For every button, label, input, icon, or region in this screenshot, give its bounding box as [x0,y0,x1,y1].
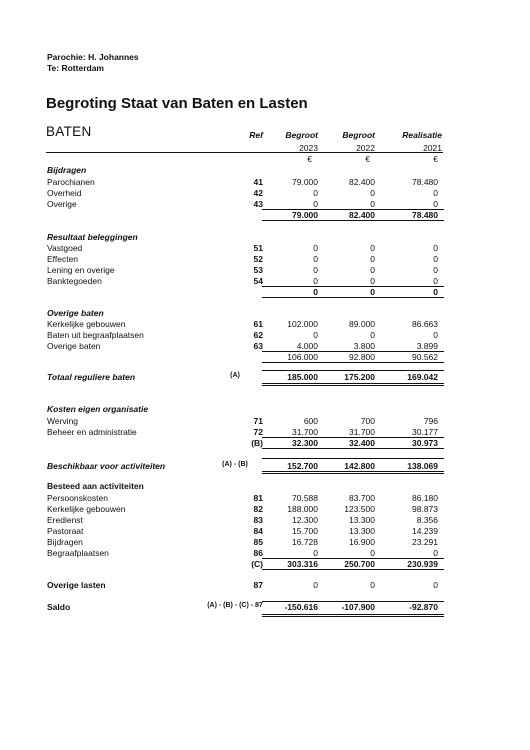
row-ref: 41 [253,177,263,187]
row-ref: (C) [251,559,263,569]
row-label: Kerkelijke gebouwen [47,319,126,329]
year-2021: 2021 [423,143,442,153]
realisation-value: -92.870 [409,602,438,612]
total-rule [262,601,444,602]
row-label: Parochianen [47,177,95,187]
row-label: Begraafplaatsen [47,548,109,558]
row-ref: 62 [253,330,263,340]
table-row [0,188,530,199]
total-rule [262,614,444,617]
total-rule [262,558,444,559]
budget-2023-value: 102.000 [287,319,318,329]
table-row [0,319,530,330]
budget-2022-value: 0 [370,276,375,286]
budget-2023-value: 0 [313,287,318,297]
budget-2022-value: 700 [360,416,375,426]
realisation-value: 86.180 [412,493,438,503]
row-formula: (A) - (B) - (C) - 87 [207,602,263,609]
year-2022: 2022 [356,143,375,153]
row-label: Totaal reguliere baten [47,372,136,382]
table-row [0,580,530,591]
row-label: Beheer en administratie [47,427,137,437]
table-row [0,602,530,613]
row-ref: 72 [253,427,263,437]
budget-2023-value: 600 [303,416,318,426]
row-ref: 83 [253,515,263,525]
budget-2022-header: Begroot [342,130,375,140]
total-rule [262,569,444,570]
realisation-value: 86.663 [412,319,438,329]
budget-2023-value: 0 [313,188,318,198]
row-label: Overige lasten [47,580,106,590]
table-row [0,308,530,319]
budget-2023-value: -150.616 [284,602,318,612]
budget-2023-value: 79.000 [292,210,318,220]
budget-2023-value: 303.316 [287,559,318,569]
row-ref: (B) [251,438,263,448]
row-label: Baten uit begraafplaatsen [47,330,144,340]
budget-2023-value: 0 [313,276,318,286]
row-label: Beschikbaar voor activiteiten [47,461,166,471]
table-row [0,504,530,515]
budget-2022-value: 89.000 [349,319,375,329]
total-rule [262,351,444,352]
budget-2022-value: 0 [370,580,375,590]
table-row [0,372,530,383]
realisation-value: 230.939 [407,559,438,569]
budget-2022-value: 0 [370,548,375,558]
budget-2022-value: 0 [370,287,375,297]
row-label: Kerkelijke gebouwen [47,504,126,514]
row-formula: (A) [230,372,240,379]
budget-2022-value: 175.200 [344,372,375,382]
budget-2023-value: 70.588 [292,493,318,503]
total-rule [262,458,444,459]
realisation-value: 796 [423,416,438,426]
realisation-value: 78.480 [412,210,438,220]
realisation-value: 23.291 [412,537,438,547]
row-formula: (A) - (B) [222,461,248,468]
total-rule [262,362,444,363]
budget-2023-value: 32.300 [292,438,318,448]
budget-2023-value: 152.700 [287,461,318,471]
year-2023: 2023 [299,143,318,153]
budget-2022-value: 82.400 [349,210,375,220]
table-row [0,232,530,243]
realisation-value: 8.356 [416,515,438,525]
budget-2023-value: 31.700 [292,427,318,437]
budget-2022-value: 82.400 [349,177,375,187]
budget-2023-value: 4.000 [296,341,318,351]
currency-symbol: € [433,154,438,164]
row-ref: 54 [253,276,263,286]
total-rule [262,471,444,474]
budget-2023-value: 0 [313,580,318,590]
budget-2022-value: 32.400 [349,438,375,448]
table-row [0,177,530,188]
row-ref: 52 [253,254,263,264]
parish-location: Te: Rotterdam [47,63,104,73]
budget-2022-value: 3.800 [353,341,375,351]
row-ref: 82 [253,504,263,514]
realisation-header: Realisatie [402,130,442,140]
realisation-value: 0 [433,254,438,264]
budget-2022-value: 83.700 [349,493,375,503]
budget-2023-value: 0 [313,199,318,209]
row-ref: 51 [253,243,263,253]
row-label: Overheid [47,188,82,198]
table-row [0,265,530,276]
budget-2022-value: 13.300 [349,526,375,536]
row-ref: 86 [253,548,263,558]
realisation-value: 0 [433,580,438,590]
table-row [0,537,530,548]
row-ref: 53 [253,265,263,275]
row-label: Persoonskosten [47,493,108,503]
realisation-value: 30.177 [412,427,438,437]
total-rule [262,286,444,287]
row-label: Besteed aan activiteiten [47,481,144,491]
budget-2023-value: 0 [313,330,318,340]
realisation-value: 0 [433,548,438,558]
row-label: Overige baten [47,308,104,318]
budget-2022-value: 16.900 [349,537,375,547]
budget-2023-value: 0 [313,243,318,253]
table-row [0,416,530,427]
budget-2022-value: 0 [370,265,375,275]
budget-2022-value: 13.300 [349,515,375,525]
table-row [0,254,530,265]
realisation-value: 14.239 [412,526,438,536]
budget-2022-value: -107.900 [341,602,375,612]
row-label: Lening en overige [47,265,115,275]
budget-2022-value: 0 [370,188,375,198]
row-label: Pastoraat [47,526,84,536]
budget-2023-value: 106.000 [287,352,318,362]
budget-2022-value: 250.700 [344,559,375,569]
row-label: Eredienst [47,515,83,525]
realisation-value: 30.973 [412,438,438,448]
total-rule [262,383,444,386]
row-ref: 85 [253,537,263,547]
realisation-value: 0 [433,243,438,253]
budget-2023-header: Begroot [285,130,318,140]
realisation-value: 0 [433,188,438,198]
realisation-value: 0 [433,199,438,209]
budget-2023-value: 12.300 [292,515,318,525]
page-title: Begroting Staat van Baten en Lasten [46,95,308,112]
section-title: BATEN [46,124,92,139]
budget-2023-value: 0 [313,548,318,558]
budget-2022-value: 0 [370,199,375,209]
total-rule [262,220,444,221]
realisation-value: 169.042 [407,372,438,382]
row-label: Banktegoeden [47,276,102,286]
row-label: Effecten [47,254,79,264]
table-row [0,165,530,176]
budget-2023-value: 0 [313,265,318,275]
total-rule [262,209,444,210]
row-label: Saldo [47,602,71,612]
row-label: Overige baten [47,341,101,351]
budget-2022-value: 0 [370,254,375,264]
row-label: Kosten eigen organisatie [47,404,149,414]
realisation-value: 90.562 [412,352,438,362]
realisation-value: 0 [433,265,438,275]
row-label: Bijdragen [47,537,83,547]
budget-2022-value: 92.800 [349,352,375,362]
table-row [0,493,530,504]
budget-2023-value: 185.000 [287,372,318,382]
row-label: Werving [47,416,79,426]
total-rule [262,297,444,298]
budget-2023-value: 79.000 [292,177,318,187]
realisation-value: 0 [433,287,438,297]
row-ref: 61 [253,319,263,329]
currency-symbol: € [307,154,312,164]
realisation-value: 138.069 [407,461,438,471]
row-label: Resultaat beleggingen [47,232,138,242]
budget-2023-value: 0 [313,254,318,264]
currency-symbol: € [365,154,370,164]
row-ref: 42 [253,188,263,198]
parish-name: Parochie: H. Johannes [47,52,139,62]
realisation-value: 78.480 [412,177,438,187]
row-ref: 43 [253,199,263,209]
realisation-value: 0 [433,330,438,340]
realisation-value: 98.873 [412,504,438,514]
row-ref: 84 [253,526,263,536]
row-ref: 63 [253,341,263,351]
ref-column-header: Ref [249,130,263,140]
row-ref: 87 [253,580,263,590]
table-row [0,526,530,537]
table-row [0,481,530,492]
budget-2022-value: 123.500 [344,504,375,514]
budget-2022-value: 0 [370,330,375,340]
total-rule [262,448,444,449]
table-row [0,515,530,526]
budget-2022-value: 0 [370,243,375,253]
table-row [0,243,530,254]
header-rule [46,152,443,153]
table-row [0,330,530,341]
budget-2023-value: 188.000 [287,504,318,514]
realisation-value: 3.899 [416,341,438,351]
row-label: Overige [47,199,77,209]
total-rule [262,437,444,438]
budget-2023-value: 16.728 [292,537,318,547]
row-ref: 71 [253,416,263,426]
budget-2022-value: 142.800 [344,461,375,471]
budget-2023-value: 15.700 [292,526,318,536]
row-label: Vastgoed [47,243,83,253]
realisation-value: 0 [433,276,438,286]
total-rule [262,370,444,371]
row-label: Bijdragen [47,165,87,175]
table-row [0,404,530,415]
row-ref: 81 [253,493,263,503]
budget-2022-value: 31.700 [349,427,375,437]
